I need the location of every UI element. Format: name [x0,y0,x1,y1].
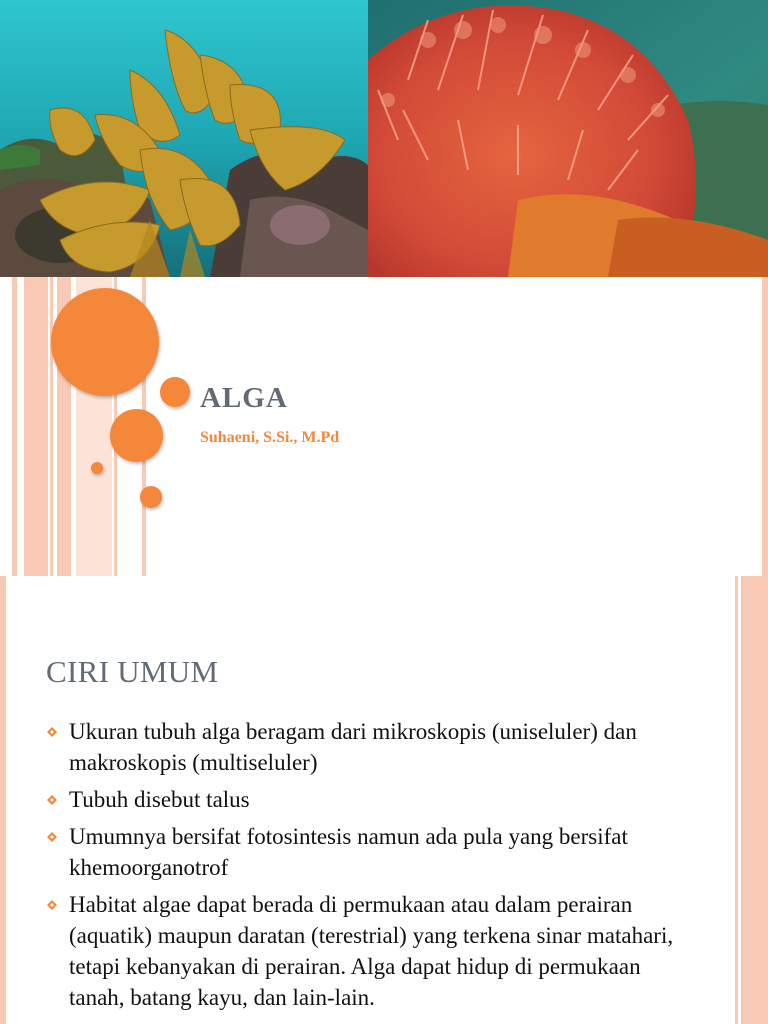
bullet-item [46,784,686,815]
content-heading: CIRI UMUM [46,654,219,689]
diamond-bullet-icon [47,832,57,842]
red-seaweed-illustration [368,0,768,277]
decorative-stripe [12,277,17,576]
slide-subtitle-author: Suhaeni, S.Si., M.Pd [200,429,340,446]
bullet-text: Habitat algae dapat berada di permukaan atau dalam perairan (aquatik) maupun daratan (terestrial) yang terkena sinar matahari, tetapi kebanyakan di perairan. Alga dapat hidup di permukaan tanah, batang kayu, dan lain-lain. [69,892,674,1010]
decorative-circle [140,486,162,508]
diamond-bullet-icon [47,795,57,805]
bullet-text: Umumnya bersifat fotosintesis namun ada pula yang bersifat khemoorganotrof [69,824,628,880]
diamond-bullet-icon [47,900,57,910]
bullet-item [46,716,686,778]
decorative-circle-small [91,462,103,474]
title-slide [0,277,768,576]
decorative-circle-large [51,288,159,396]
bullet-list [46,716,686,1019]
decorative-circle [110,409,163,462]
decorative-stripe [50,277,53,576]
bullet-item [46,821,686,883]
brown-kelp-photo [0,0,368,277]
brown-kelp-seaweed-illustration [0,0,368,277]
decorative-stripe [0,576,6,1024]
slide-title: ALGA [200,382,288,414]
decorative-stripe [741,576,768,1024]
content-slide [0,576,768,1024]
photo-banner [0,0,768,277]
bullet-text: Tubuh disebut talus [69,787,250,812]
decorative-stripe [735,576,738,1024]
bullet-item [46,889,686,1013]
red-seaweed-photo [368,0,768,277]
diamond-bullet-icon [47,727,57,737]
bullet-text: Ukuran tubuh alga beragam dari mikroskopis (uniseluler) dan makroskopis (multiseluler) [69,719,637,775]
decorative-stripe [762,277,768,576]
decorative-circle [160,377,190,407]
decorative-stripe [24,277,48,576]
